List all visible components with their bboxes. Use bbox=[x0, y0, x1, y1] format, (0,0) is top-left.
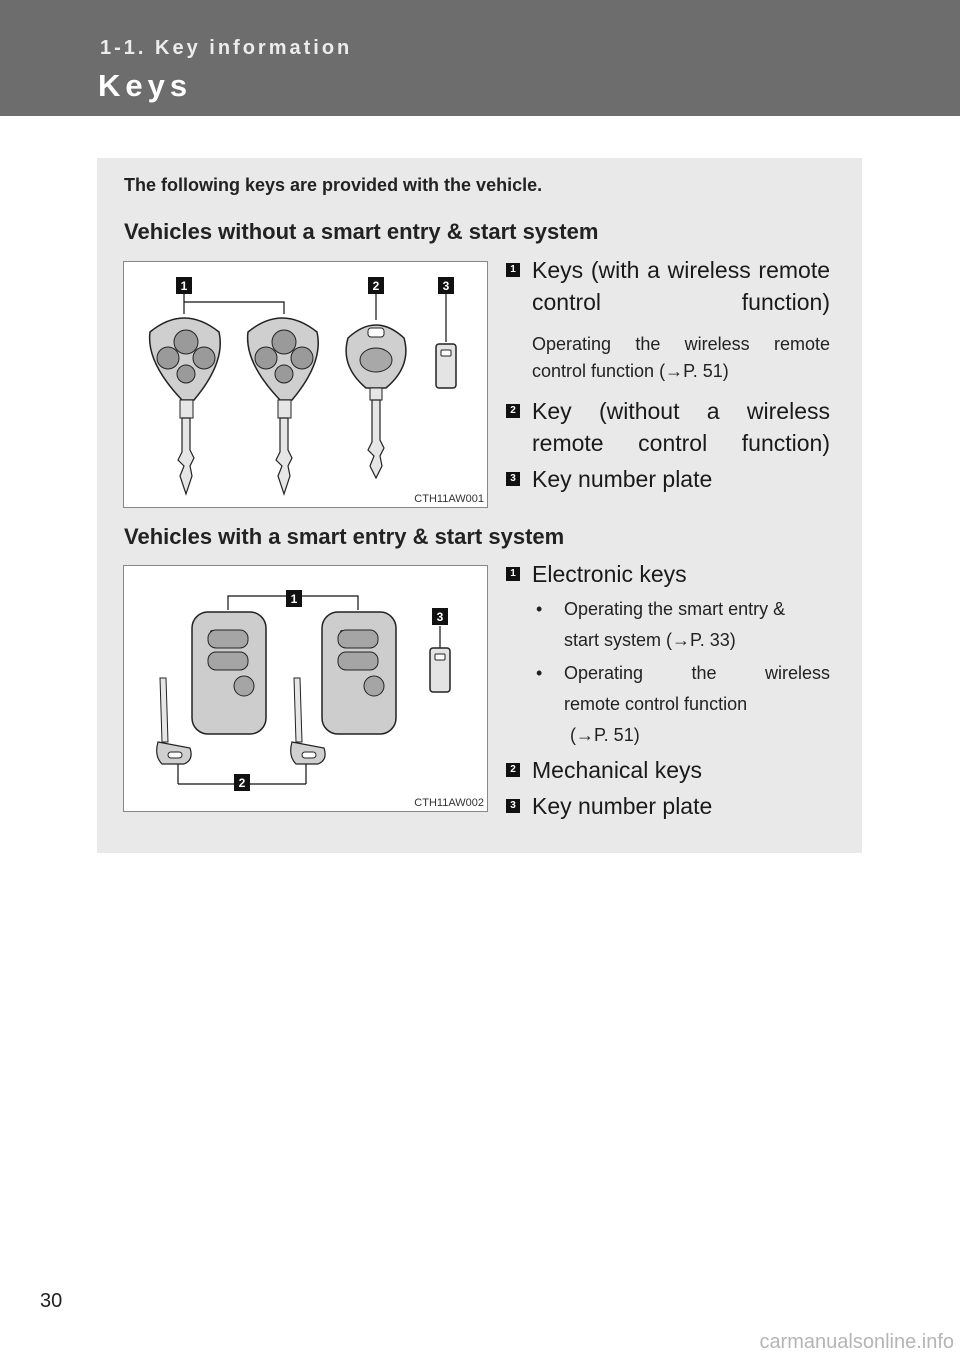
callout-3: 3 bbox=[442, 279, 450, 293]
bullet-line: Operating the wireless bbox=[564, 663, 830, 683]
section-heading-without-smart: Vehicles without a smart entry & start system bbox=[124, 219, 599, 244]
figure-conventional-keys bbox=[123, 261, 488, 508]
item-number: 1 bbox=[506, 567, 520, 581]
callout-1: 1 bbox=[180, 279, 188, 293]
item-text: Electronic keys bbox=[532, 561, 687, 587]
item-number: 2 bbox=[506, 763, 520, 777]
key-number-plate bbox=[436, 344, 456, 388]
chapter-header-bar bbox=[0, 0, 960, 116]
remote-key-b bbox=[248, 318, 319, 494]
list-item-mechanical-keys bbox=[506, 754, 830, 786]
callout-3: 3 bbox=[436, 610, 444, 624]
item-number: 1 bbox=[506, 263, 520, 277]
bullet-smart-entry: • Operating the smart entry & start system (→P. 33) bbox=[536, 594, 830, 656]
callout-2: 2 bbox=[238, 776, 246, 790]
mechanical-key bbox=[346, 325, 406, 478]
figure-code: CTH11AW001 bbox=[414, 493, 484, 505]
list-item-number-plate bbox=[506, 463, 830, 495]
item-text: Key number plate bbox=[532, 466, 713, 492]
list-item-electronic-keys bbox=[506, 558, 830, 590]
bullet-wireless-remote: • Operating the wireless remote control function (→P. 51) bbox=[536, 658, 830, 751]
page-title: Keys bbox=[98, 68, 193, 103]
key-number-plate bbox=[430, 648, 450, 692]
remote-key-a bbox=[150, 318, 221, 494]
list-item-number-plate-smart bbox=[506, 790, 830, 822]
figure-code: CTH11AW002 bbox=[414, 797, 484, 809]
callout-1: 1 bbox=[290, 592, 298, 606]
bullet-line: (→P. 51) bbox=[570, 725, 640, 745]
list-item-keys-remote bbox=[506, 254, 830, 318]
page-number: 30 bbox=[40, 1290, 63, 1312]
intro-text: The following keys are provided with the vehicle. bbox=[124, 175, 543, 195]
figure-electronic-keys bbox=[123, 565, 488, 812]
item-number: 3 bbox=[506, 472, 520, 486]
section-label: 1-1. Key information bbox=[100, 37, 353, 59]
callout-2: 2 bbox=[372, 279, 380, 293]
section-heading-with-smart: Vehicles with a smart entry & start system bbox=[124, 524, 565, 549]
mechanical-key-a bbox=[157, 678, 191, 764]
conventional-keys-illustration bbox=[124, 262, 487, 507]
watermark: carmanualsonline.info bbox=[759, 1331, 954, 1353]
item-text: Key (without a wireless remote control function) bbox=[532, 398, 830, 456]
bullet-line: remote control function bbox=[564, 694, 748, 714]
bullet-line: Operating the smart entry & bbox=[564, 599, 786, 619]
item-number: 2 bbox=[506, 404, 520, 418]
item-number: 3 bbox=[506, 799, 520, 813]
electronic-key-b bbox=[322, 612, 396, 734]
electronic-key-a bbox=[192, 612, 266, 734]
mechanical-key-b bbox=[291, 678, 325, 764]
leader-line-1 bbox=[184, 294, 284, 314]
item-text: Mechanical keys bbox=[532, 757, 703, 783]
item-text: Keys (with a wireless remote control function) bbox=[532, 257, 830, 315]
item-note: Operating the wireless remote control function (→P. 51) bbox=[532, 334, 830, 381]
list-item-key-no-remote bbox=[506, 395, 830, 459]
item-text: Key number plate bbox=[532, 793, 713, 819]
bullet-line: start system (→P. 33) bbox=[564, 630, 736, 650]
electronic-keys-illustration bbox=[124, 566, 487, 811]
